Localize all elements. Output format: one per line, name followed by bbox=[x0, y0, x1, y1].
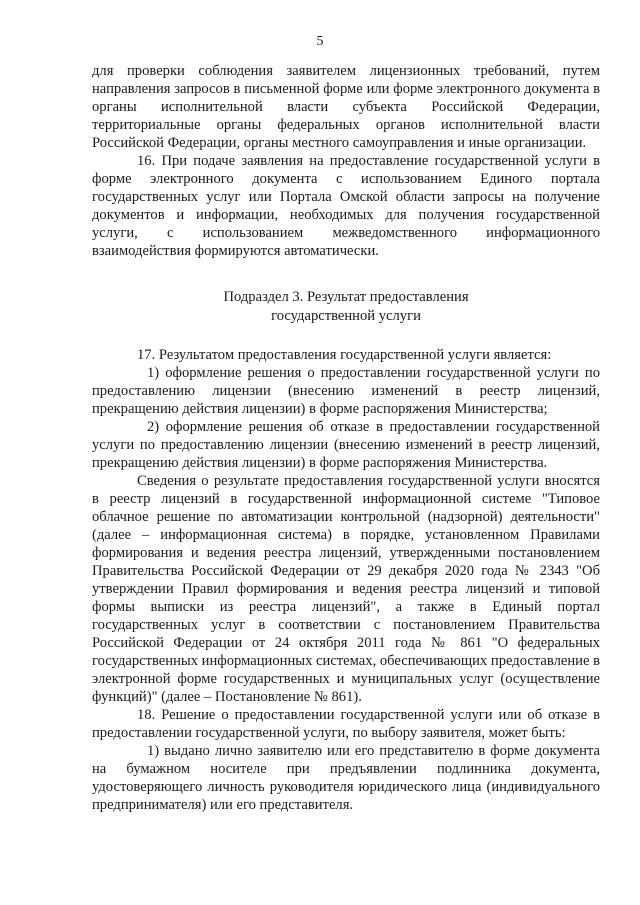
document-body bbox=[92, 62, 600, 814]
paragraph-17-item-1: 1) оформление решения о предоставлении государственной услуги по предоставлению лицензии (внесению изменений в реестр лицензий, прекращению действия лицензии) в форме распоряжения Министерства; bbox=[92, 365, 600, 417]
paragraph-17-item-2: 2) оформление решения об отказе в предоставлении государственной услуги по предоставлению лицензии (внесению изменений в реестр лицензий, прекращению действия лицензии) в форме распоряжения Министерства. bbox=[92, 419, 600, 471]
paragraph-18-item-1: 1) выдано лично заявителю или его представителю в форме документа на бумажном носителе при предъявлении подлинника документа, удостоверяющего личность руководителя юридического лица (индивидуального предпринимателя) или его представителя. bbox=[92, 743, 600, 813]
paragraph-continuation: для проверки соблюдения заявителем лицензионных требований, путем направления запросов в письменной форме или форме электронного документа в органы исполнительной власти субъекта Российской Федерации, территориальные органы федеральных органов исполнительной власти Российской Федерации, органы местного самоуправления и иные организации. bbox=[92, 63, 600, 151]
paragraph-registry-info: Сведения о результате предоставления государственной услуги вносятся в реестр лицензий в государственной информационной системе "Типовое облачное решение по автоматизации контрольной (надзорной) деятельности" (далее – информационная система) в порядке, установленном Правилами формирования и ведения реестра лицензий, утвержденными постановлением Правительства Российской Федерации от 29 декабря 2020 года № 2343 "Об утверждении Правил формирования и ведения реестра лицензий и типовой формы выписки из реестра лицензий", а также в Единый портал государственных услуг в соответствии с постановлением Правительства Российской Федерации от 24 октября 2011 года № 861 "О федеральных государственных информационных системах, обеспечивающих предоставление в электронной форме государственных и муниципальных услуг (осуществление функций)" (далее – Постановление № 861). bbox=[92, 473, 600, 705]
subsection-heading bbox=[92, 288, 600, 326]
paragraph-16: 16. При подаче заявления на предоставление государственной услуги в форме электронного документа с использованием Единого портала государственных услуг или Портала Омской области запросы на получение документов и информации, необходимых для получения государственной услуги, с использованием межведомственного информационного взаимодействия формируются автоматически. bbox=[92, 153, 600, 259]
subsection-heading-line1: Подраздел 3. Результат предоставления bbox=[223, 289, 469, 305]
paragraph-18: 18. Решение о предоставлении государственной услуги или об отказе в предоставлении государственной услуги, по выбору заявителя, может быть: bbox=[92, 707, 600, 741]
paragraph-17: 17. Результатом предоставления государственной услуги является: bbox=[137, 347, 552, 363]
subsection-heading-line2: государственной услуги bbox=[271, 308, 421, 324]
page-number: 5 bbox=[316, 34, 324, 49]
